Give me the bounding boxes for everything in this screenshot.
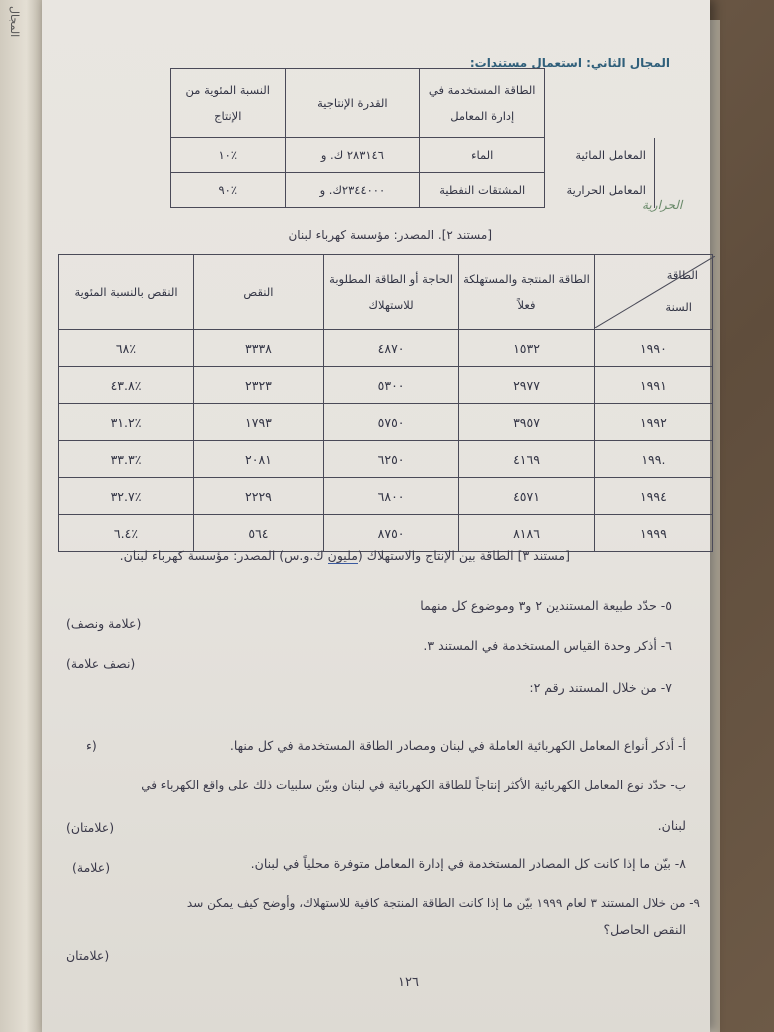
table-row bbox=[59, 515, 713, 552]
table-row bbox=[171, 173, 655, 208]
deficit-cell: ٥٦٤ bbox=[193, 515, 323, 552]
col-header-deficit: النقص bbox=[193, 255, 323, 330]
required-cell: ٨٧٥٠ bbox=[323, 515, 458, 552]
question-6-mark: (نصف علامة) bbox=[66, 656, 136, 671]
year-cell: ١٩٩٩ bbox=[594, 515, 712, 552]
table-header-row bbox=[59, 255, 713, 330]
table-row bbox=[59, 441, 713, 478]
book-page bbox=[42, 0, 710, 1032]
question-7a: أ- أذكر أنواع المعامل الكهربائية العاملة في لبنان ومصادر الطاقة المستخدمة في كل منها. bbox=[229, 738, 686, 753]
section-title: المجال الثاني: استعمال مستندات: bbox=[469, 56, 670, 70]
question-7b-mark: (علامتان) bbox=[66, 820, 115, 835]
question-8: ٨- بيّن ما إذا كانت كل المصادر المستخدمة في إدارة المعامل متوفرة محلياً في لبنان. bbox=[250, 856, 686, 871]
table-row bbox=[171, 138, 655, 173]
deficit-cell: ٢٣٢٣ bbox=[193, 367, 323, 404]
col-header-deficit-percent: النقص بالنسبة المئوية bbox=[59, 255, 194, 330]
table-header-row bbox=[171, 69, 655, 138]
question-7b: ب- حدّد نوع المعامل الكهربائية الأكثر إنتاجاً للطاقة الكهربائية في لبنان وبيّن سلبيات ذلك على واقع الكهرباء في bbox=[141, 778, 686, 792]
required-cell: ٥٧٥٠ bbox=[323, 404, 458, 441]
year-cell: ١٩٩٢ bbox=[594, 404, 712, 441]
year-cell: .١٩٩ bbox=[594, 441, 712, 478]
capacity-cell: ٢٨٣١٤٦ ك. و bbox=[285, 138, 420, 173]
question-9-continued: النقص الحاصل؟ bbox=[603, 922, 686, 937]
deficit-percent-cell: ٪٦٨ bbox=[59, 330, 194, 367]
produced-cell: ٤١٦٩ bbox=[459, 441, 595, 478]
question-5-mark: (علامة ونصف) bbox=[66, 616, 142, 631]
question-9-mark: (علامتان bbox=[66, 948, 110, 963]
deficit-cell: ١٧٩٣ bbox=[193, 404, 323, 441]
corner-bottom-label: السنة bbox=[665, 300, 692, 314]
table-row bbox=[59, 478, 713, 515]
col-header-capacity: القدرة الإنتاجية bbox=[285, 69, 420, 138]
year-cell: ١٩٩٤ bbox=[594, 478, 712, 515]
produced-cell: ٣٩٥٧ bbox=[459, 404, 595, 441]
question-8-mark: (علامة) bbox=[72, 860, 111, 875]
question-6: ٦- أذكر وحدة القياس المستخدمة في المستند ٣. bbox=[423, 638, 672, 653]
energy-deficit-table bbox=[58, 254, 713, 552]
required-cell: ٦٨٠٠ bbox=[323, 478, 458, 515]
energy-cell: الماء bbox=[420, 138, 545, 173]
col-header-energy: الطاقة المستخدمة في إدارة المعامل bbox=[420, 69, 545, 138]
question-5: ٥- حدّد طبيعة المستندين ٢ و٣ وموضوع كل منهما bbox=[420, 598, 672, 613]
corner-top-label: الطاقة bbox=[666, 268, 698, 282]
deficit-percent-cell: ٪٣٢.٧ bbox=[59, 478, 194, 515]
corner-header bbox=[594, 255, 712, 330]
col-header-percent: النسبة المئوية من الإنتاج bbox=[171, 69, 286, 138]
question-7: ٧- من خلال المستند رقم ٢: bbox=[529, 680, 672, 695]
percent-cell: ٪٩٠ bbox=[171, 173, 286, 208]
deficit-percent-cell: ٪٣١.٢ bbox=[59, 404, 194, 441]
question-7b-continued: لبنان. bbox=[657, 818, 686, 833]
deficit-percent-cell: ٪٤٣.٨ bbox=[59, 367, 194, 404]
row-label: المعامل الحرارية bbox=[545, 173, 655, 208]
year-cell: ١٩٩٠ bbox=[594, 330, 712, 367]
caption3-unit: مليون bbox=[327, 548, 358, 563]
produced-cell: ١٥٣٢ bbox=[459, 330, 595, 367]
left-page-edge bbox=[0, 0, 42, 1032]
table-row bbox=[59, 404, 713, 441]
percent-cell: ٪١٠ bbox=[171, 138, 286, 173]
question-7a-mark: (ء bbox=[86, 738, 97, 753]
required-cell: ٥٣٠٠ bbox=[323, 367, 458, 404]
required-cell: ٦٢٥٠ bbox=[323, 441, 458, 478]
required-cell: ٤٨٧٠ bbox=[323, 330, 458, 367]
row-label: المعامل المائية bbox=[545, 138, 655, 173]
document3-caption bbox=[120, 548, 570, 563]
produced-cell: ٨١٨٦ bbox=[459, 515, 595, 552]
capacity-cell: ٢٣٤٤٠٠٠ك. و bbox=[285, 173, 420, 208]
energy-cell: المشتقات النفطية bbox=[420, 173, 545, 208]
deficit-cell: ٢٢٢٩ bbox=[193, 478, 323, 515]
table-row bbox=[59, 367, 713, 404]
question-9: ٩- من خلال المستند ٣ لعام ١٩٩٩ بيّن ما إذا كانت الطاقة المنتجة كافية للاستهلاك، وأوضح كيف يمكن سد bbox=[186, 896, 700, 910]
caption3-start: [مستند ٣] الطاقة بين الإنتاج والاستهلاك ( bbox=[357, 548, 570, 563]
margin-note: المجال bbox=[8, 6, 21, 38]
deficit-cell: ٣٣٣٨ bbox=[193, 330, 323, 367]
blank-corner bbox=[545, 69, 655, 138]
deficit-percent-cell: ٪٦.٤ bbox=[59, 515, 194, 552]
caption3-end: ك.و.س) المصدر: مؤسسة كهرباء لبنان. bbox=[119, 548, 328, 563]
table-row bbox=[59, 330, 713, 367]
col-header-produced: الطاقة المنتجة والمستهلكة فعلاً bbox=[459, 255, 595, 330]
document2-caption: [مستند ٢]. المصدر: مؤسسة كهرباء لبنان bbox=[288, 228, 492, 242]
produced-cell: ٢٩٧٧ bbox=[459, 367, 595, 404]
page-number: ١٢٦ bbox=[398, 975, 419, 990]
power-plants-table bbox=[170, 68, 655, 208]
produced-cell: ٤٥٧١ bbox=[459, 478, 595, 515]
deficit-percent-cell: ٪٣٣.٣ bbox=[59, 441, 194, 478]
deficit-cell: ٢٠٨١ bbox=[193, 441, 323, 478]
col-header-required: الحاجة أو الطاقة المطلوبة للاستهلاك bbox=[323, 255, 458, 330]
year-cell: ١٩٩١ bbox=[594, 367, 712, 404]
handwritten-note: الحرارية bbox=[642, 198, 683, 212]
